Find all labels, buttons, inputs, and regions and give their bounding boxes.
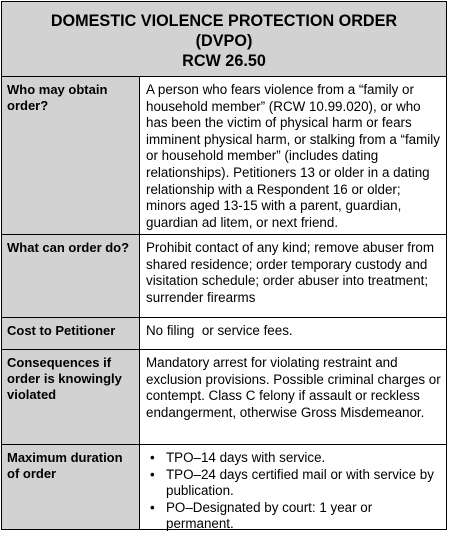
header-statute: RCW 26.50 bbox=[182, 52, 266, 70]
row-who-may-obtain bbox=[2, 77, 446, 235]
row-content bbox=[140, 445, 446, 532]
list-item: • TPO–24 days certified mail or with service by publication. bbox=[146, 467, 442, 500]
dvpo-table bbox=[1, 1, 447, 530]
row-label: Consequences if order is knowingly violated bbox=[2, 350, 140, 444]
row-maximum-duration bbox=[2, 445, 446, 532]
row-content: Prohibit contact of any kind; remove abuser from shared residence; order temporary custody and visitation schedule; order abuser into treatment; surrender firearms bbox=[146, 240, 435, 305]
row-content: No filing or service fees. bbox=[146, 323, 293, 338]
list-item: • PO–Designated by court: 1 year or permanent. bbox=[146, 500, 442, 533]
row-label: Who may obtain order? bbox=[2, 77, 140, 234]
row-label: What can order do? bbox=[2, 235, 140, 317]
row-label: Maximum duration of order bbox=[2, 445, 140, 529]
table-header bbox=[2, 2, 446, 77]
row-content: Mandatory arrest for violating restraint and exclusion provisions. Possible criminal charges or contempt. Class C felony if assault or reckless endangerment, otherwise Gross Misdemeanor. bbox=[146, 355, 441, 420]
row-consequences bbox=[2, 350, 446, 445]
row-label: Cost to Petitioner bbox=[2, 318, 140, 349]
header-abbreviation: (DVPO) bbox=[195, 32, 253, 50]
row-what-can-order-do bbox=[2, 235, 446, 318]
list-item: • TPO–14 days with service. bbox=[146, 450, 442, 467]
header-title: DOMESTIC VIOLENCE PROTECTION ORDER bbox=[50, 12, 398, 30]
row-cost bbox=[2, 318, 446, 350]
duration-list bbox=[146, 450, 442, 533]
row-content: A person who fears violence from a “family or household member” (RCW 10.99.020), or who has been the victim of physical harm or fears imminent physical harm, or stalking from a “family or household member” (includes dating relationships). Petitioners 13 or older in a dating relationship with a Respondent 16 or older; minors aged 13-15 with a parent, guardian, guardian ad litem, or next friend. bbox=[146, 82, 440, 230]
